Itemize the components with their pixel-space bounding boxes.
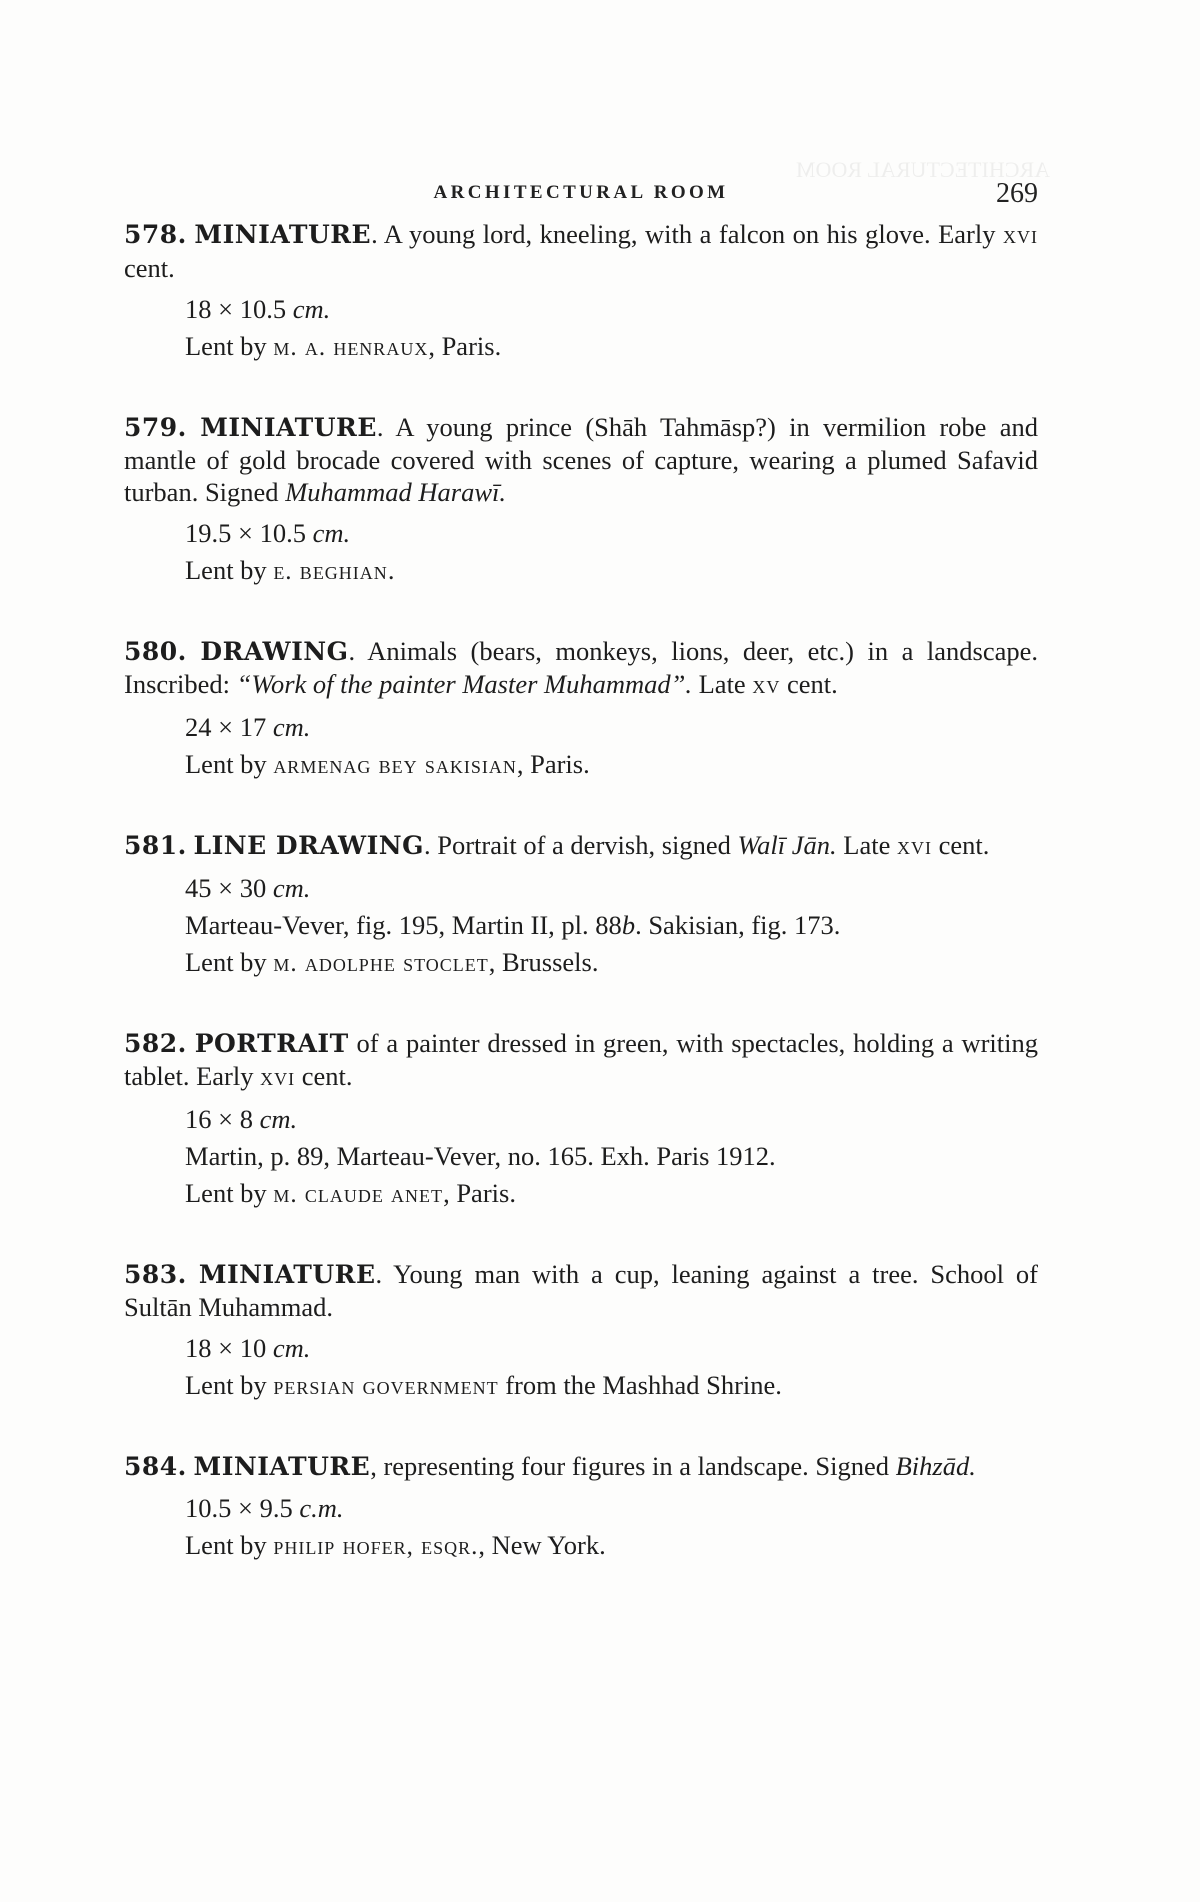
entry-century: xvi [1003, 222, 1039, 249]
entry-text-mid: Late [836, 830, 897, 860]
entry-description [124, 218, 1038, 284]
entry-number: 580. [124, 637, 187, 666]
entry-text: A young prince (Shāh Tahmāsp?) in vermilion robe and mantle of gold brocade covered with scenes of capture, wearing a plumed Safavid turban. Signed [124, 412, 1038, 507]
dimensions-unit: c.m. [299, 1493, 344, 1523]
lender-name: philip hofer, esqr. [273, 1533, 479, 1560]
catalogue-entry-583 [124, 1258, 1038, 1405]
entry-dimensions [185, 870, 1038, 907]
entry-inscription: “Work of the painter Master Muhammad”. [236, 669, 692, 699]
lender-name: m. claude anet [273, 1181, 444, 1208]
lender-name: e. beghian [273, 558, 388, 585]
lender-name: armenag bey sakisian [273, 752, 517, 779]
entry-number: 581. [124, 831, 187, 860]
entry-description [124, 411, 1038, 508]
lender-prefix: Lent by [185, 555, 274, 585]
dimensions-unit: cm. [272, 873, 311, 903]
entry-number: 579. [124, 413, 187, 442]
dimensions-value: 45 × 30 [185, 873, 267, 903]
entry-text: Portrait of a dervish, signed [430, 830, 738, 860]
dimensions-value: 10.5 × 9.5 [185, 1493, 293, 1523]
entry-century: xv [752, 672, 781, 699]
entry-dimensions [185, 291, 1038, 328]
dimensions-value: 18 × 10.5 [185, 294, 287, 324]
entry-kind: MINIATURE [200, 413, 377, 442]
catalogue-entry-582 [124, 1027, 1038, 1213]
lender-prefix: Lent by [185, 1370, 274, 1400]
entry-description [124, 635, 1038, 702]
catalogue-entry-581 [124, 829, 1038, 982]
lender-prefix: Lent by [185, 1530, 274, 1560]
entry-text: A young lord, kneeling, with a falcon on his glove. Early [377, 219, 1004, 249]
references-plate-letter: b [621, 910, 636, 940]
lender-prefix: Lent by [185, 1178, 274, 1208]
entry-kind: DRAWING [200, 637, 349, 666]
entry-text: of a painter dressed in green, with spectacles, holding a writing tablet. Early [124, 1028, 1039, 1091]
entry-lender [185, 552, 1038, 590]
entry-lender [185, 1367, 1038, 1405]
entry-dimensions [185, 1101, 1038, 1138]
entry-kind: LINE DRAWING [193, 831, 424, 860]
page-number: 269 [996, 178, 1038, 209]
lender-name: m. a. henraux [273, 334, 429, 361]
entry-century: xvi [896, 833, 932, 860]
entry-dimensions [185, 1330, 1038, 1367]
catalogue-entry-584 [124, 1450, 1038, 1565]
dimensions-value: 16 × 8 [185, 1104, 253, 1134]
entry-kind: PORTRAIT [194, 1029, 349, 1058]
entry-text-end: cent. [295, 1061, 353, 1091]
lender-suffix: . [387, 555, 395, 585]
lender-suffix: from the Mashhad Shrine. [498, 1370, 782, 1400]
dimensions-value: 18 × 10 [185, 1333, 267, 1363]
lender-suffix: , Paris. [428, 331, 502, 361]
running-head: ARCHITECTURAL ROOM [433, 182, 729, 203]
dimensions-unit: cm. [272, 712, 311, 742]
lender-suffix: , New York. [478, 1530, 606, 1560]
entry-text-end: cent. [931, 830, 990, 860]
dimensions-unit: cm. [292, 294, 331, 324]
entry-lender [185, 1527, 1038, 1565]
entry-signature: Bihzād. [895, 1451, 976, 1481]
entry-references [185, 1138, 1038, 1175]
entry-text: Animals (bears, monkeys, lions, deer, etc.) in a landscape. Inscribed: [124, 636, 1038, 699]
lender-name: m. adolphe stoclet [273, 950, 489, 977]
entry-number: 583. [124, 1260, 187, 1289]
entry-kind-suffix: . [348, 636, 356, 666]
entry-text: representing four figures in a landscape. Signed [376, 1451, 896, 1481]
lender-prefix: Lent by [185, 749, 274, 779]
dimensions-value: 19.5 × 10.5 [185, 518, 306, 548]
lender-prefix: Lent by [185, 331, 274, 361]
entry-text-end: cent. [124, 253, 175, 283]
entry-description [124, 1258, 1038, 1323]
entry-dimensions [185, 1490, 1038, 1527]
entry-number: 582. [124, 1029, 187, 1058]
entry-kind: MINIATURE [194, 220, 372, 249]
entry-description [124, 1027, 1038, 1094]
entry-lender [185, 1175, 1038, 1213]
entry-text: Young man with a cup, leaning against a tree. School of Sultān Muhammad. [124, 1259, 1038, 1322]
entry-description [124, 1450, 1038, 1483]
entry-century: xvi [260, 1064, 296, 1091]
dimensions-unit: cm. [272, 1333, 311, 1363]
references-text: Marteau-Vever, fig. 195, Martin II, pl. 88 [185, 910, 622, 940]
entry-kind-suffix: , [370, 1451, 377, 1481]
entry-number: 578. [124, 220, 187, 249]
entry-lender [185, 944, 1038, 982]
entry-dimensions [185, 515, 1038, 552]
entry-signature: Walī Jān. [737, 830, 837, 860]
references-text-end: . Sakisian, fig. 173. [635, 910, 841, 940]
entry-kind-suffix: . [376, 412, 384, 442]
dimensions-unit: cm. [259, 1104, 298, 1134]
catalogue-entry-580 [124, 635, 1038, 784]
entry-kind-suffix: . [371, 219, 378, 249]
lender-suffix: , Paris. [516, 749, 590, 779]
page-header [124, 178, 1038, 218]
entry-signature: Muhammad Harawī. [285, 477, 507, 507]
catalogue-entry-578 [124, 218, 1038, 366]
entry-description [124, 829, 1038, 863]
catalogue-entries [124, 218, 1038, 1610]
dimensions-value: 24 × 17 [185, 712, 267, 742]
entry-number: 584. [124, 1452, 187, 1481]
entry-lender [185, 328, 1038, 366]
entry-kind-suffix: . [423, 830, 431, 860]
lender-suffix: , Brussels. [488, 947, 599, 977]
entry-text-mid: Late [692, 669, 753, 699]
entry-kind: MINIATURE [193, 1452, 371, 1481]
lender-name: persian government [273, 1373, 499, 1400]
entry-kind: MINIATURE [198, 1260, 376, 1289]
lender-suffix: , Paris. [443, 1178, 516, 1208]
references-text: Martin, p. 89, Marteau-Vever, no. 165. Exh. Paris 1912. [185, 1141, 776, 1171]
entry-kind-suffix: . [375, 1259, 383, 1289]
dimensions-unit: cm. [312, 518, 351, 548]
entry-text-end: cent. [780, 669, 838, 699]
entry-dimensions [185, 709, 1038, 746]
lender-prefix: Lent by [185, 947, 274, 977]
entry-lender [185, 746, 1038, 784]
entry-references [185, 907, 1038, 944]
ghost-running-head: ARCHITECTURAL ROOM [795, 157, 1050, 182]
catalogue-entry-579 [124, 411, 1038, 590]
